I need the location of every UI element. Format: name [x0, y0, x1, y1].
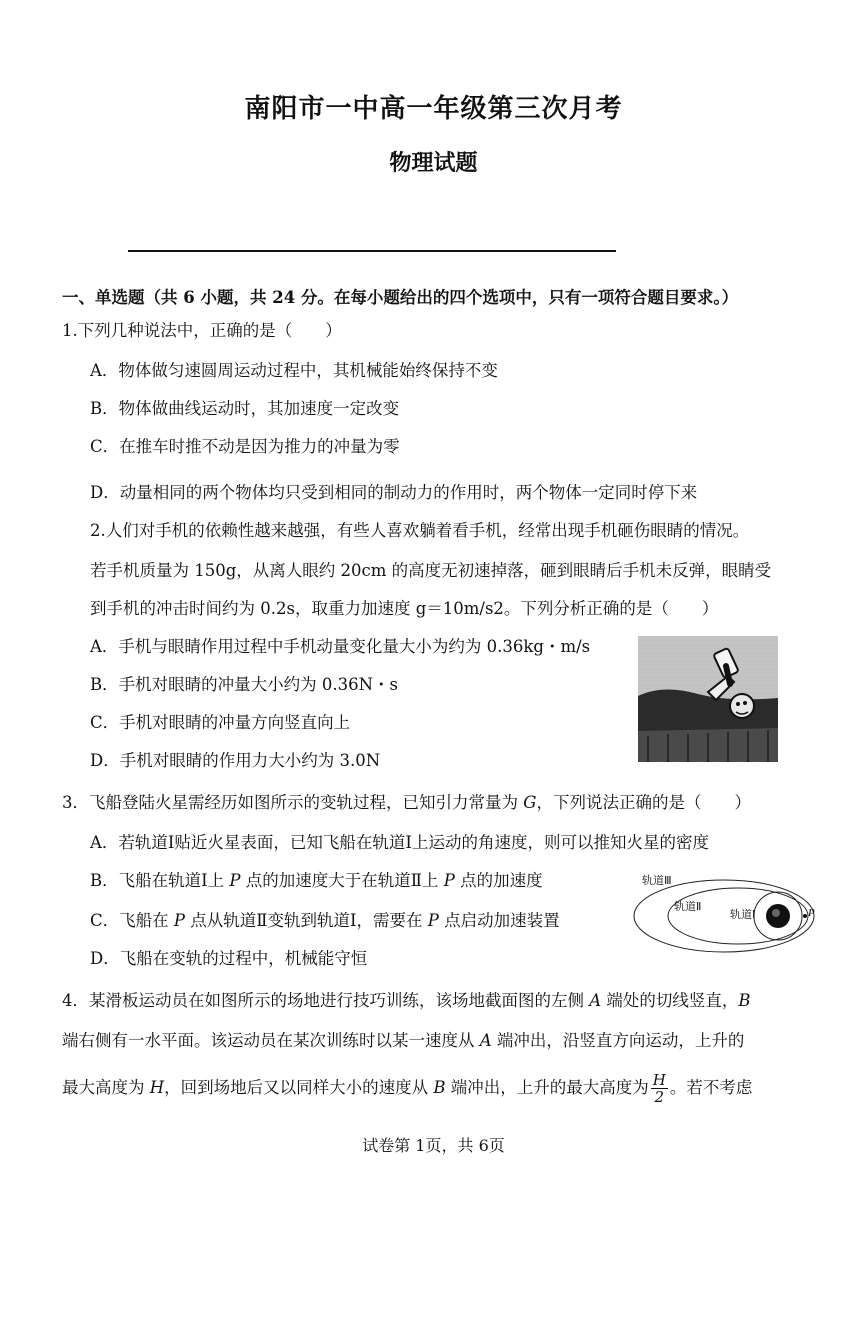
q3-option-c: C．飞船在 P 点从轨道Ⅱ变轨到轨道Ⅰ，需要在 P 点启动加速装置	[90, 911, 560, 930]
q4-line2: 端右侧有一水平面。该运动员在某次训练时以某一速度从 A 端冲出，沿竖直方向运动，上升的	[62, 1031, 745, 1050]
q1-option-b: B．物体做曲线运动时，其加速度一定改变	[90, 399, 400, 418]
q2-stem-line1: 2.人们对手机的依赖性越来越强，有些人喜欢躺着看手机，经常出现手机砸伤眼睛的情况。	[90, 521, 750, 540]
q2-option-c: C．手机对眼睛的冲量方向竖直向上	[90, 713, 351, 732]
q1-option-d: D．动量相同的两个物体均只受到相同的制动力的作用时，两个物体一定同时停下来	[90, 483, 698, 502]
q2-option-b: B．手机对眼睛的冲量大小约为 0.36N・s	[90, 675, 399, 694]
phone-fall-photo	[638, 636, 778, 762]
page-title: 南阳市一中高一年级第三次月考	[244, 94, 623, 124]
q3-option-a: A．若轨道Ⅰ贴近火星表面，已知飞船在轨道Ⅰ上运动的角速度，则可以推知火星的密度	[90, 833, 709, 852]
q3-option-d: D．飞船在变轨的过程中，机械能守恒	[90, 949, 368, 968]
orbit-2-label: 轨道Ⅱ	[674, 901, 702, 913]
q1-option-a: A．物体做匀速圆周运动过程中，其机械能始终保持不变	[90, 361, 498, 380]
q2-option-a: A．手机与眼睛作用过程中手机动量变化量大小为约为 0.36kg・m/s	[90, 637, 591, 656]
q4-line1: 4．某滑板运动员在如图所示的场地进行技巧训练，该场地截面图的左侧 A 端处的切线竖直，B	[62, 991, 751, 1010]
orbit-diagram	[630, 866, 820, 956]
orbit-1-label: 轨道Ⅰ	[730, 909, 756, 921]
q2-option-d: D．手机对眼睛的作用力大小约为 3.0N	[90, 751, 381, 770]
q3-option-b: B．飞船在轨道Ⅰ上 P 点的加速度大于在轨道Ⅱ上 P 点的加速度	[90, 871, 543, 890]
page-subtitle: 物理试题	[389, 150, 478, 176]
q1-option-c: C．在推车时推不动是因为推力的冲量为零	[90, 437, 400, 456]
q2-stem-line3: 到手机的冲击时间约为 0.2s，取重力加速度 g＝10m/s2。下列分析正确的是（ ）	[90, 599, 719, 618]
q3-stem: 3．飞船登陆火星需经历如图所示的变轨过程，已知引力常量为 G，下列说法正确的是（ ）	[62, 793, 751, 812]
title-divider	[128, 250, 616, 252]
h-over-2-fraction: $\frac{H}{2}$	[652, 1071, 666, 1106]
page-footer: 试卷第 1页，共 6页	[362, 1136, 505, 1155]
q2-stem-line2: 若手机质量为 150g，从离人眼约 20cm 的高度无初速掉落，砸到眼睛后手机未反弹，眼睛受	[90, 561, 772, 580]
q1-stem: 1.下列几种说法中，正确的是（ ）	[62, 321, 342, 340]
orbit-3-label: 轨道Ⅲ	[642, 875, 672, 887]
q4-line3: 最大高度为 H，回到场地后又以同样大小的速度从 B 端冲出，上升的最大高度为 $\frac{H}{2}$ 。若不考虑	[62, 1071, 753, 1106]
point-p-label: P	[808, 907, 815, 919]
section-heading: 一、单选题（共 6 小题，共 24 分。在每小题给出的四个选项中，只有一项符合题目要求。）	[62, 288, 739, 307]
